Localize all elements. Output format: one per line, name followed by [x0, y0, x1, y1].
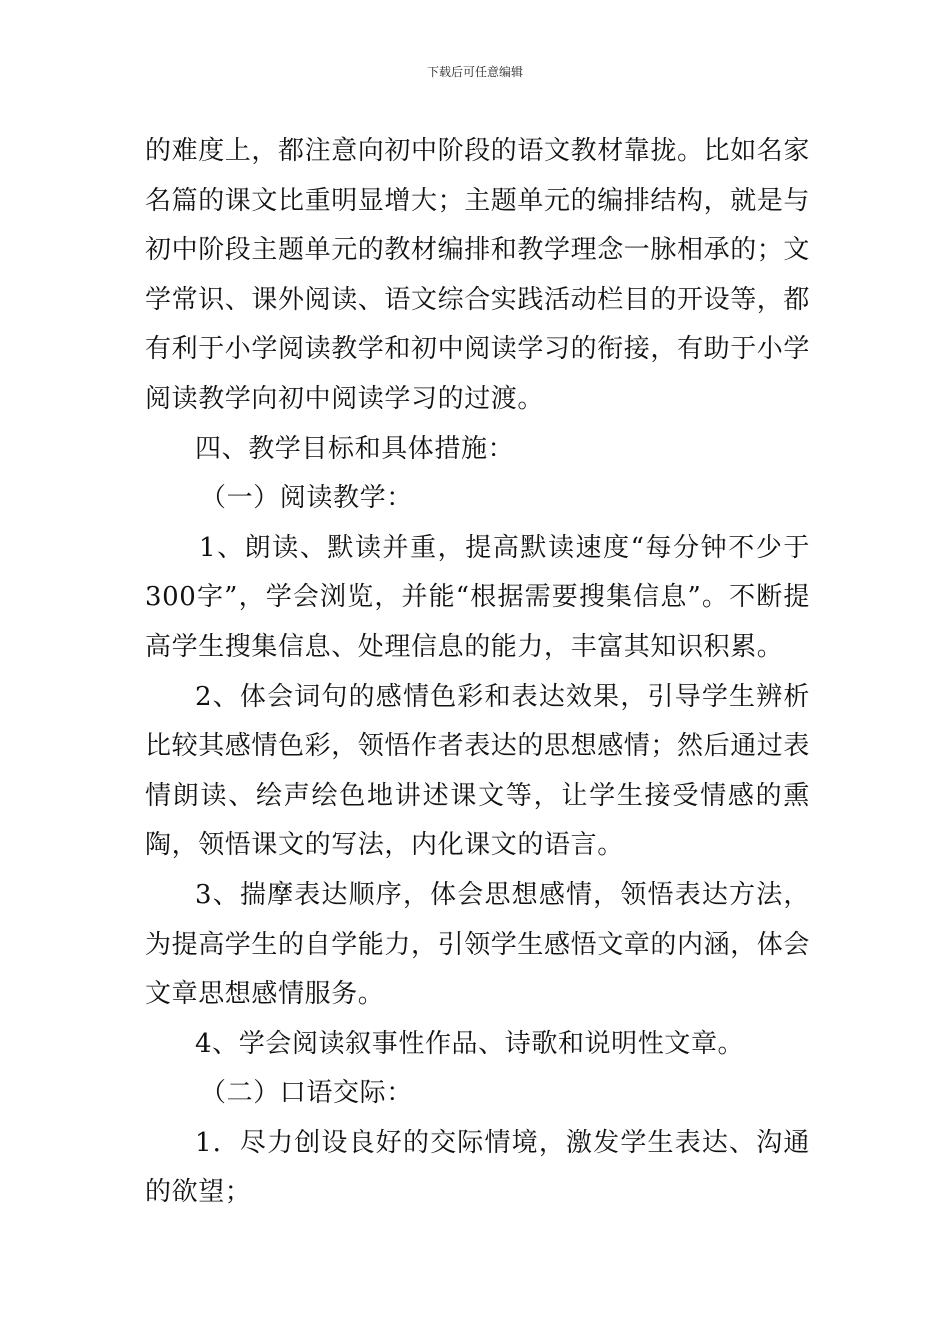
reading-item-1: 1、朗读、默读并重，提高默读速度“每分钟不少于300字”，学会浏览，并能“根据需要搜集信息”。不断提高学生搜集信息、处理信息的能力，丰富其知识积累。 [145, 532, 810, 662]
reading-item-2: 2、体会词句的感情色彩和表达效果，引导学生辨析比较其感情色彩，领悟作者表达的思想感情；然后通过表情朗读、绘声绘色地讲述课文等，让学生接受情感的熏陶，领悟课文的写法，内化课文的语言。 [145, 681, 811, 861]
paragraph-intro-continuation: 的难度上，都注意向初中阶段的语文教材靠拢。比如名家名篇的课文比重明显增大；主题单元的编排结构，就是与初中阶段主题单元的教材编排和教学理念一脉相承的；文学常识、课外阅读、语文综合实践活动栏目的开设等，都有利于小学阅读教学和初中阅读学习的衔接，有助于小学阅读教学向初中阅读学习的过渡。 [145, 136, 811, 414]
reading-item-3: 3、揣摩表达顺序，体会思想感情，领悟表达方法，为提高学生的自学能力，引领学生感悟文章的内涵，体会文章思想感情服务。 [145, 879, 811, 1010]
section-heading-goals: 四、教学目标和具体措施： [195, 433, 515, 464]
document-body [145, 127, 810, 1218]
oral-item-1: 1．尽力创设良好的交际情境，激发学生表达、沟通的欲望； [145, 1127, 810, 1208]
reading-item-4: 4、学会阅读叙事性作品、诗歌和说明性文章。 [195, 1028, 745, 1059]
subsection-heading-reading: （一）阅读教学： [200, 483, 413, 514]
subsection-heading-oral: （二）口语交际： [200, 1078, 413, 1109]
page-header: 下载后可任意编辑 [426, 65, 523, 79]
